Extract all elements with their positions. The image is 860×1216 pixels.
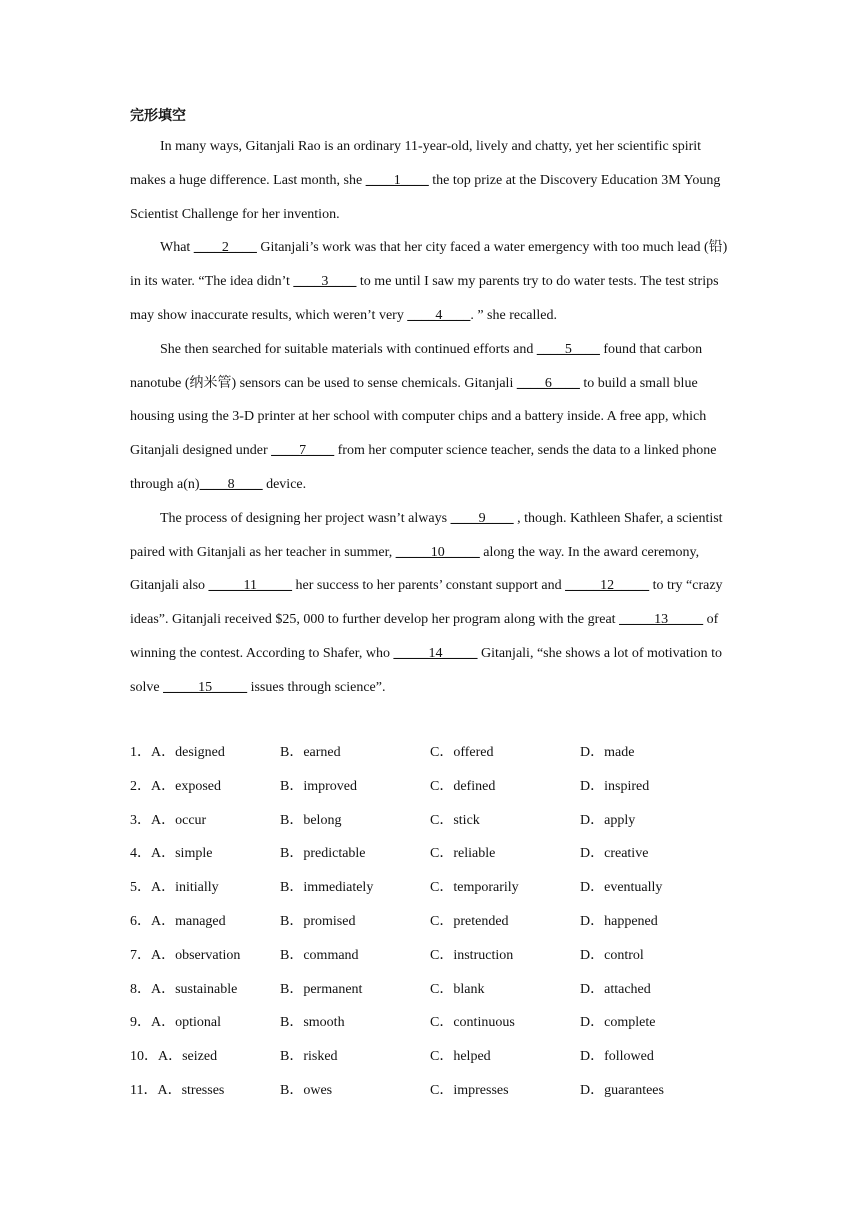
option-c: C．stick — [430, 812, 480, 828]
option-c: C．defined — [430, 778, 496, 794]
option-a: 2．A．exposed — [130, 778, 221, 794]
option-a: 8．A．sustainable — [130, 981, 238, 997]
blank-12: _____12_____ — [565, 578, 650, 594]
option-a: 3．A．occur — [130, 812, 207, 828]
blank-13: _____13_____ — [619, 612, 704, 628]
blank-3: ____3____ — [293, 274, 357, 290]
option-d: D．complete — [580, 1015, 656, 1031]
option-d: D．inspired — [580, 778, 650, 794]
option-row-7 — [130, 939, 730, 973]
blank-9: ____9____ — [450, 510, 514, 526]
text: to try “crazy ideas”. Gitanjali received $25, 000 to further develop her program along with the great — [130, 578, 723, 628]
blank-8: ____8____ — [199, 476, 263, 492]
option-b: B．predictable — [280, 846, 366, 862]
text: from her computer science teacher, sends the data to a linked phone through a(n) — [130, 443, 717, 492]
option-b: B．improved — [280, 778, 357, 794]
option-d: D．happened — [580, 913, 658, 929]
option-a: 4．A．simple — [130, 846, 213, 862]
option-d: D．eventually — [580, 880, 663, 896]
option-row-1 — [130, 736, 730, 770]
text: along the way. In the award ceremony, Gitanjali also — [130, 544, 700, 594]
text: The process of designing her project wasn’t always — [160, 510, 451, 526]
option-c: C．temporarily — [430, 880, 519, 896]
paragraph-3 — [130, 333, 728, 502]
options-list — [130, 736, 730, 1108]
option-d: D．guarantees — [580, 1082, 664, 1098]
option-d: D．control — [580, 947, 644, 963]
option-c: C．pretended — [430, 913, 509, 929]
option-row-6 — [130, 905, 730, 939]
option-b: B．risked — [280, 1049, 338, 1065]
option-a: 7．A．observation — [130, 947, 241, 963]
option-c: C．blank — [430, 981, 485, 997]
option-d: D．followed — [580, 1049, 654, 1065]
option-b: B．belong — [280, 812, 342, 828]
option-c: C．offered — [430, 745, 494, 760]
option-row-2 — [130, 770, 730, 804]
option-d: D．attached — [580, 981, 651, 997]
option-a: 6．A．managed — [130, 913, 226, 929]
option-b: B．permanent — [280, 981, 363, 997]
section-heading: 完形填空 — [130, 108, 186, 124]
option-row-10 — [130, 1040, 730, 1074]
option-b: B．earned — [280, 745, 341, 760]
blank-7: ____7____ — [271, 443, 335, 459]
option-row-9 — [130, 1006, 730, 1040]
blank-5: ____5____ — [536, 341, 600, 357]
option-d: D．creative — [580, 846, 649, 862]
option-b: B．immediately — [280, 880, 374, 896]
blank-6: ____6____ — [516, 375, 580, 391]
text: her success to her parents’ constant support and — [292, 578, 566, 594]
blank-1: ____1____ — [365, 172, 429, 188]
text: to build a small blue housing using the 3-D printer at her school with computer chips and a battery inside. A free app, which Gitanjali designed under — [130, 375, 707, 459]
paragraph-2 — [130, 231, 728, 332]
text: to me until I saw my parents try to do water tests. The test strips may show inaccurate results, which weren’t very — [130, 274, 719, 323]
blank-11: _____11_____ — [208, 578, 293, 594]
option-c: C．impresses — [430, 1082, 509, 1098]
text: of winning the contest. According to Shafer, who — [130, 612, 719, 661]
option-c: C．instruction — [430, 947, 514, 963]
option-row-4 — [130, 837, 730, 871]
option-row-11 — [130, 1074, 730, 1108]
text: Gitanjali, “she shows a lot of motivation to solve — [130, 645, 723, 695]
text: , though. Kathleen Shafer, a scientist paired with Gitanjali as her teacher in summer, — [130, 510, 723, 560]
option-c: C．continuous — [430, 1015, 515, 1031]
text: device. — [262, 476, 307, 492]
text: Gitanjali’s work was that her city faced a water emergency with too much lead (铅) in its water. “The idea didn’t — [130, 240, 728, 290]
paragraph-1 — [130, 130, 728, 231]
option-a: 9．A．optional — [130, 1015, 221, 1031]
blank-10: _____10_____ — [395, 544, 480, 560]
text: She then searched for suitable materials with continued efforts and — [160, 341, 537, 357]
option-b: B．owes — [280, 1082, 333, 1098]
option-d: D．apply — [580, 812, 636, 828]
option-c: C．reliable — [430, 846, 496, 862]
option-a: 10．A．seized — [130, 1049, 218, 1065]
blank-15: _____15_____ — [163, 679, 248, 695]
text: found that carbon nanotube (纳米管) sensors can be used to sense chemicals. Gitanjali — [130, 341, 703, 391]
text: What — [160, 240, 194, 256]
option-row-3 — [130, 804, 730, 838]
option-d: D．made — [580, 745, 635, 760]
blank-4: ____4____ — [407, 307, 471, 323]
cloze-passage — [130, 130, 728, 705]
text: issues through science”. — [247, 679, 386, 695]
paragraph-4 — [130, 502, 728, 705]
option-row-5 — [130, 871, 730, 905]
text: the top prize at the Discovery Education 3M Young Scientist Challenge for her invention. — [130, 172, 721, 222]
option-a: 11．A．stresses — [130, 1082, 225, 1098]
option-b: B．command — [280, 947, 359, 963]
option-row-8 — [130, 973, 730, 1007]
option-a: 5．A．initially — [130, 880, 219, 896]
text: . ” she recalled. — [470, 307, 558, 323]
option-b: B．smooth — [280, 1015, 345, 1031]
option-b: B．promised — [280, 913, 356, 929]
blank-14: _____14_____ — [393, 645, 478, 661]
option-a: 1．A．designed — [130, 745, 225, 760]
blank-2: ____2____ — [193, 240, 257, 256]
text: In many ways, Gitanjali Rao is an ordinary 11-year-old, lively and chatty, yet her scientific spirit makes a huge difference. Last month, she — [130, 139, 702, 188]
option-c: C．helped — [430, 1049, 491, 1065]
